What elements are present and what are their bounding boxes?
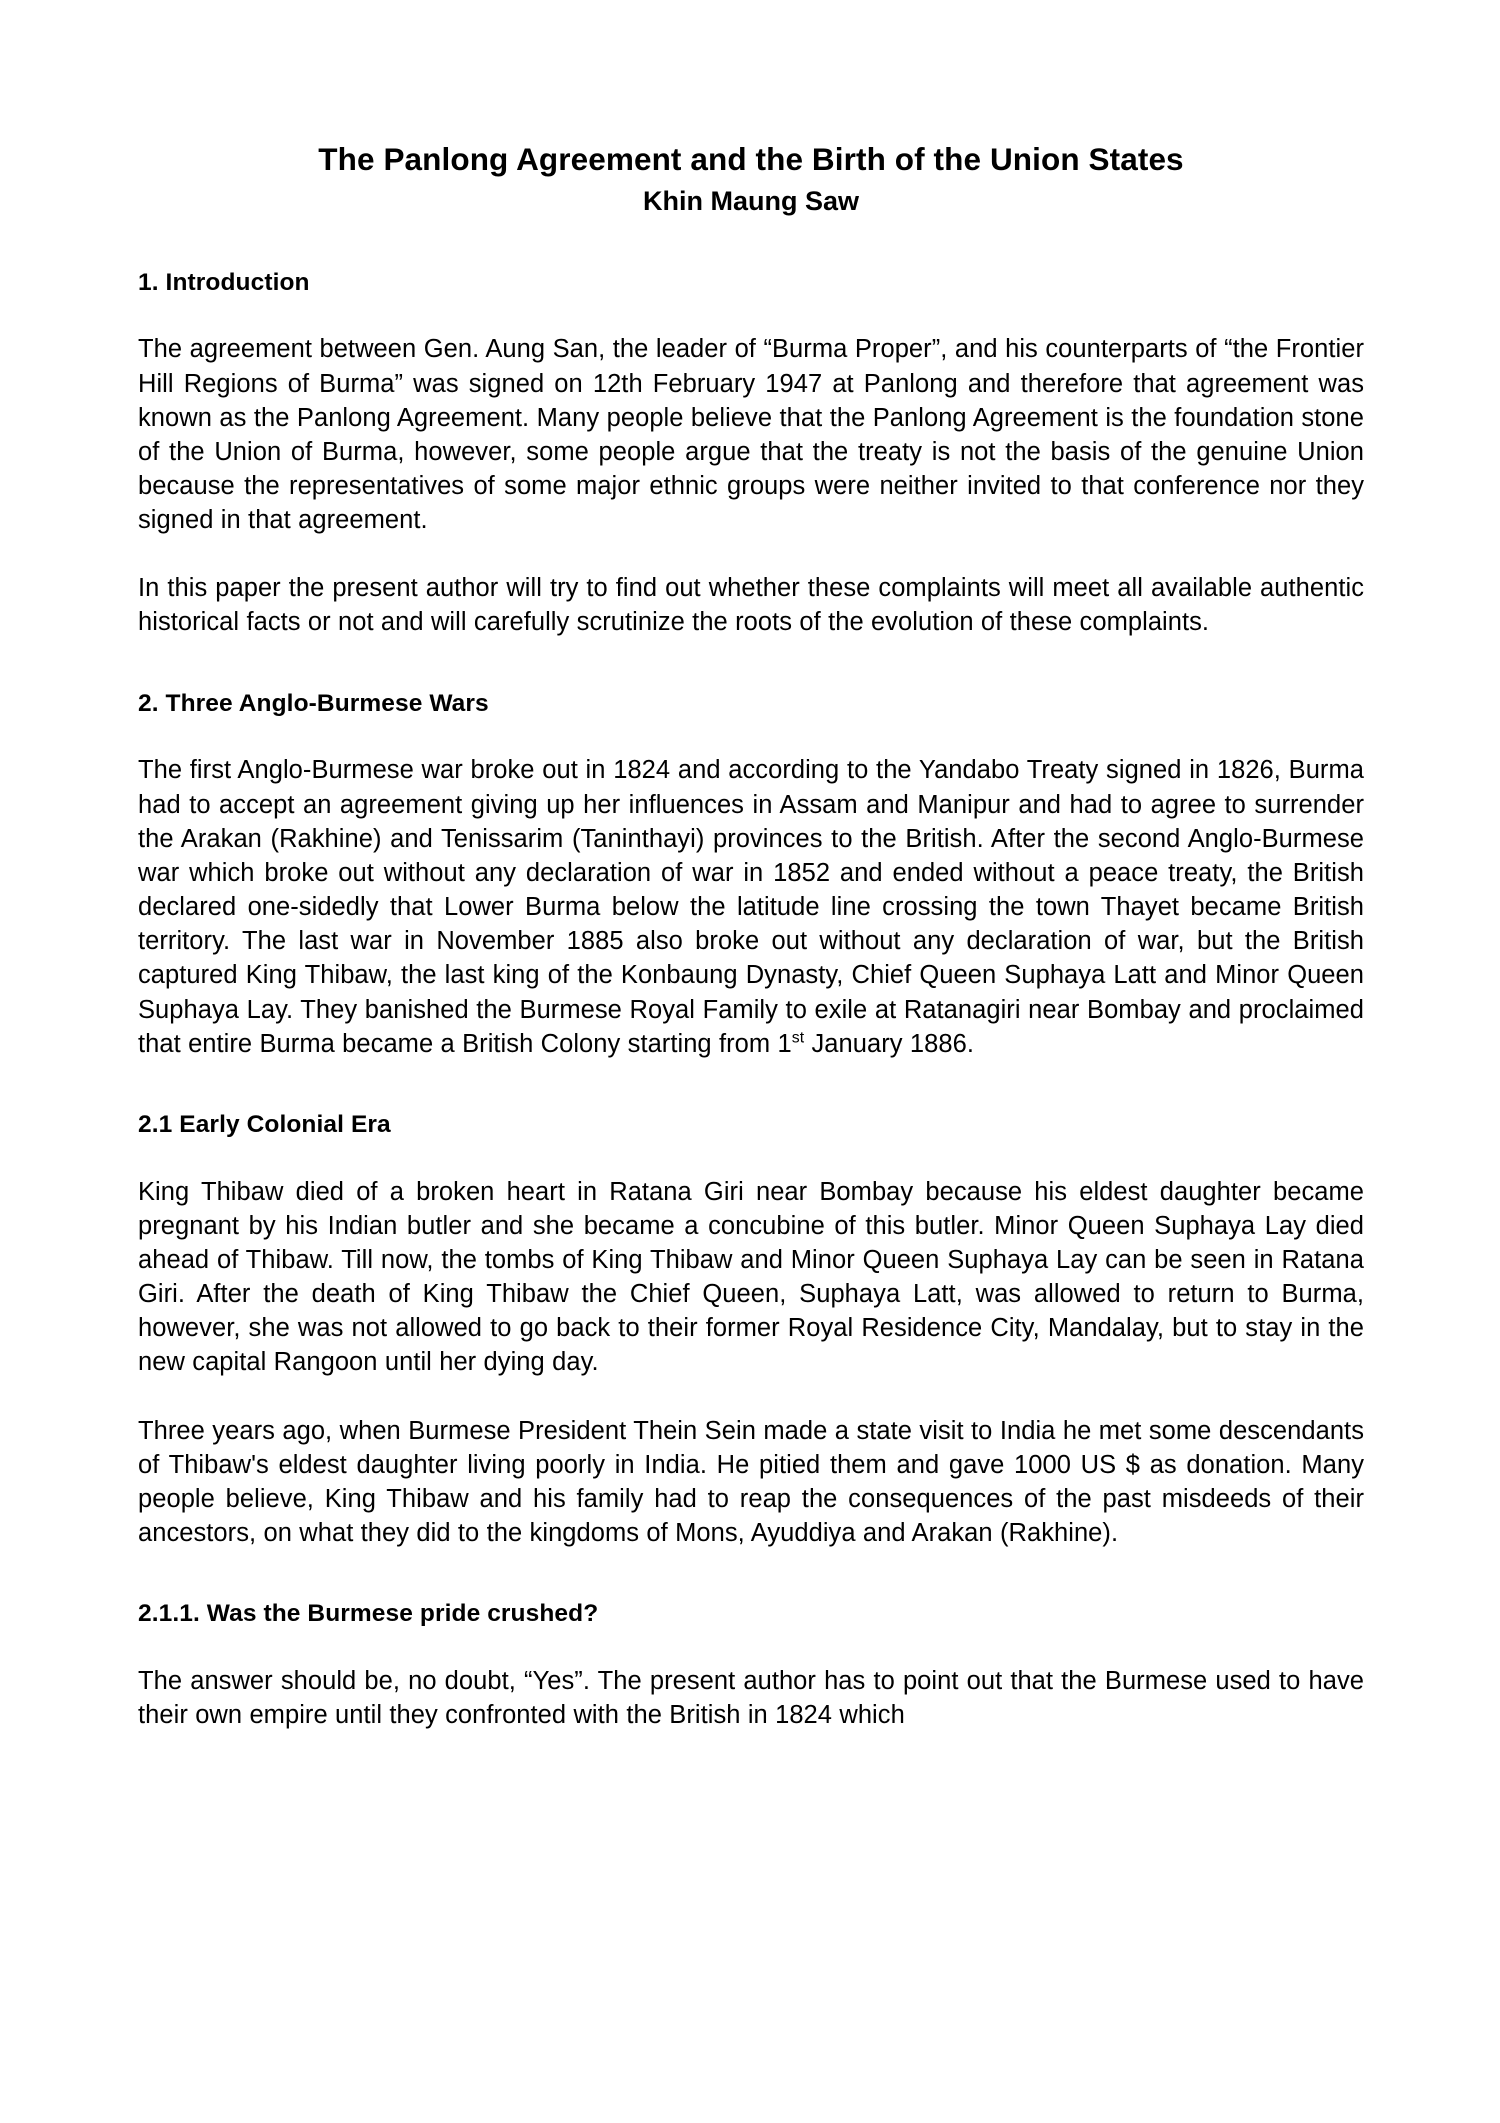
paragraph-anglo-burmese-wars: [138, 719, 1364, 1060]
paragraph-introduction-2: In this paper the present author will try to find out whether these complaints will meet all available authentic historical facts or not and will carefully scrutinize the roots of the evolution of these complaints.: [138, 574, 1364, 637]
page-content: [138, 0, 1364, 1732]
paragraph-anglo-burmese-wars-main: The first Anglo-Burmese war broke out in 1824 and according to the Yandabo Treaty signed in 1826, Burma had to accept an agreement giving up her influences in Assam and Manipur and had to agree to surrender the Arakan (Rakhine) and Tenissarim (Taninthayi) provinces to the British. After the second Anglo-Burmese war which broke out without any declaration of war in 1852 and ended without a peace treaty, the British declared one-sidedly that Lower Burma below the latitude line crossing the town Thayet became British territory. The last war in November 1885 also broke out without any declaration of war, but the British captured King Thibaw, the last king of the Konbaung Dynasty, Chief Queen Suphaya Latt and Minor Queen Suphaya Lay. They banished the Burmese Royal Family to exile at Ratanagiri near Bombay and proclaimed that entire Burma became a British Colony starting from 1: [138, 756, 1364, 1058]
section-heading-introduction: 1. Introduction: [138, 268, 310, 296]
paragraph-early-colonial-era-1: King Thibaw died of a broken heart in Ratana Giri near Bombay because his eldest daughter became pregnant by his Indian butler and she became a concubine of this butler. Minor Queen Suphaya Lay died ahead of Thibaw. Till now, the tombs of King Thibaw and Minor Queen Suphaya Lay can be seen in Ratana Giri. After the death of King Thibaw the Chief Queen, Suphaya Latt, was allowed to return to Burma, however, she was not allowed to go back to their former Royal Residence City, Mandalay, but to stay in the new capital Rangoon until her dying day.: [138, 1177, 1364, 1377]
paragraph-anglo-burmese-wars-tail: January 1886.: [804, 1029, 974, 1058]
section-heading-burmese-pride: 2.1.1. Was the Burmese pride crushed?: [138, 1600, 599, 1628]
page-title: The Panlong Agreement and the Birth of the Union States: [318, 141, 1184, 177]
ordinal-superscript: st: [791, 1029, 805, 1047]
section-heading-anglo-burmese-wars: 2. Three Anglo-Burmese Wars: [138, 689, 489, 717]
author-name: Khin Maung Saw: [643, 186, 859, 217]
section-heading-early-colonial-era: 2.1 Early Colonial Era: [138, 1110, 391, 1138]
paragraph-early-colonial-era-2: Three years ago, when Burmese President Thein Sein made a state visit to India he met some descendants of Thibaw's eldest daughter living poorly in India. He pitied them and gave 1000 US $ as donation. Many people believe, King Thibaw and his family had to reap the consequences of the past misdeeds of their ancestors, on what they did to the kingdoms of Mons, Ayuddiya and Arakan (Rakhine).: [138, 1416, 1364, 1548]
paragraph-introduction-1: The agreement between Gen. Aung San, the leader of “Burma Proper”, and his counterparts of “the Frontier Hill Regions of Burma” was signed on 12th February 1947 at Panlong and therefore that agreement was known as the Panlong Agreement. Many people believe that the Panlong Agreement is the foundation stone of the Union of Burma, however, some people argue that the treaty is not the basis of the genuine Union because the representatives of some major ethnic groups were neither invited to that conference nor they signed in that agreement.: [138, 335, 1364, 535]
paragraph-burmese-pride-1: The answer should be, no doubt, “Yes”. The present author has to point out that the Burmese used to have their own empire until they confronted with the British in 1824 which: [138, 1667, 1364, 1730]
